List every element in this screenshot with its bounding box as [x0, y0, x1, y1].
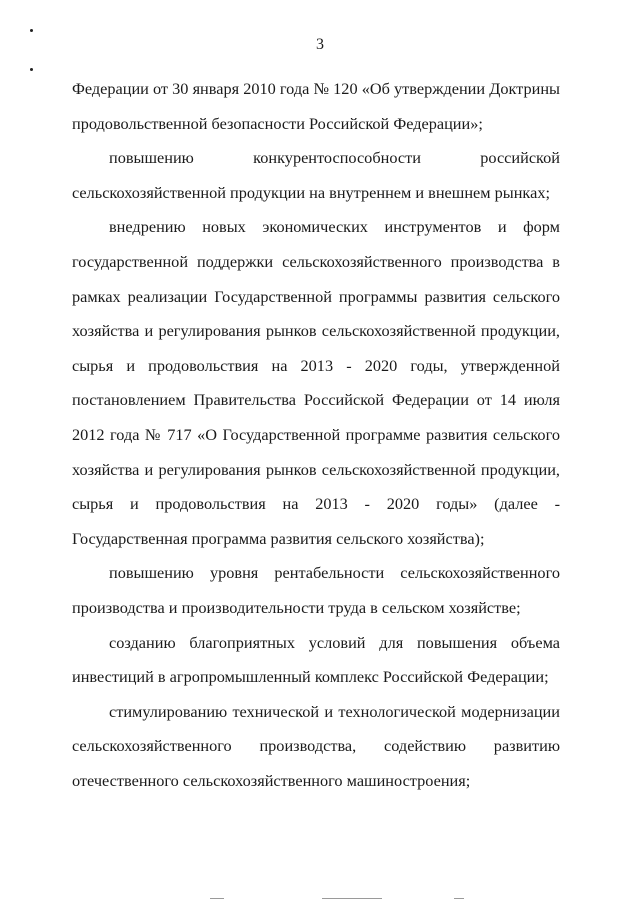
scan-artifact-line: [210, 898, 224, 899]
scan-artifact-line: [322, 898, 382, 899]
scan-artifact-line: [454, 898, 464, 899]
scan-artifact-dot: [30, 29, 33, 32]
paragraph-competitiveness: повышению конкурентоспособности российской сельскохозяйственной продукции на внутреннем и внешнем рынках;: [72, 148, 560, 202]
scan-artifact-dot: [30, 68, 33, 71]
page-number: 3: [316, 36, 324, 53]
paragraph-modernization: стимулированию технической и технологической модернизации сельскохозяйственного производства, содействию развитию отечественного сельскохозяйственного машиностроения;: [72, 701, 560, 790]
paragraph-profitability: повышению уровня рентабельности сельскохозяйственного производства и производительности труда в сельском хозяйстве;: [72, 563, 560, 617]
paragraph-investment: созданию благоприятных условий для повышения объема инвестиций в агропромышленный комплекс Российской Федерации;: [72, 632, 560, 687]
paragraph-continuation: Федерации от 30 января 2010 года № 120 «Об утверждении Доктрины продовольственной безопасности Российской Федерации»;: [72, 79, 560, 133]
paragraph-state-support: внедрению новых экономических инструментов и форм государственной поддержки сельскохозяйственного производства в рамках реализации Государственной программы развития сельского хозяйства и регулирования рынков сельскохозяйственной продукции, сырья и продовольствия на 2013 - 2020 годы, утвержденной постановлением Правительства Российской Федерации от 14 июля 2012 года № 717 «О Государственной программе развития сельского хозяйства и регулирования рынков сельскохозяйственной продукции, сырья и продовольствия на 2013 - 2020 годы» (далее - Государственная программа развития сельского хозяйства);: [72, 217, 560, 548]
document-body: [72, 72, 560, 798]
